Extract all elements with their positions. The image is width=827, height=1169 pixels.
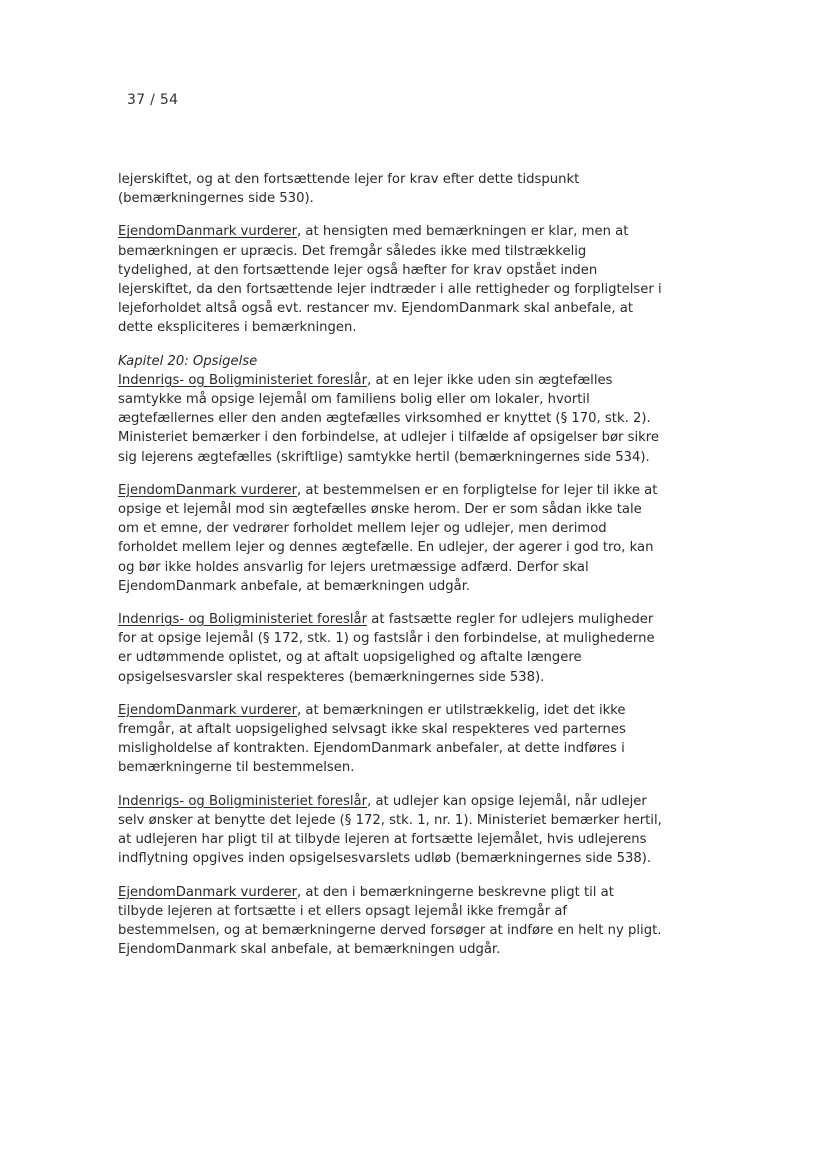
underlined-lead: Indenrigs- og Boligministeriet foreslår [118,372,368,388]
paragraph [118,792,663,869]
paragraph-text: , at udlejer kan opsige lejemål, når udlejer selv ønsker at benytte det lejede (§ 172, stk. 1, nr. 1). Ministeriet bemærker hertil, at udlejeren har pligt til at tilbyde lejeren at fortsætte lejemålet, hvis udlejerens indflytning opgives inden opsigelsesvarslets udløb (bemærkningernes side 538). [118,793,662,867]
paragraph [118,701,663,778]
paragraph-text: , at bestemmelsen er en forpligtelse for lejer til ikke at opsige et lejemål mod sin ægtefælles ønske herom. Der er som sådan ikke tale om et emne, der vedrører forholdet mellem lejer og udlejer, men derimod forholdet mellem lejer og dennes ægtefælle. En udlejer, der agerer i god tro, kan og bør ikke holdes ansvarlig for lejers uretmæssige adfærd. Derfor skal EjendomDanmark anbefale, at bemærkningen udgår. [118,482,658,594]
underlined-lead: Indenrigs- og Boligministeriet foreslår [118,612,368,628]
paragraph-text: , at bemærkningen er utilstrækkelig, idet det ikke fremgår, at aftalt uopsigelighed selvsagt ikke skal respekteres ved parternes misligholdelse af kontrakten. EjendomDanmark anbefaler, at dette indføres i bemærkningerne til bestemmelsen. [118,702,626,776]
paragraph-text: , at en lejer ikke uden sin ægtefælles samtykke må opsige lejemål om familiens bolig eller om lokaler, hvortil ægtefællernes eller den anden ægtefælles virksomhed er knyttet (§ 170, stk. 2). Ministeriet bemærker i den forbindelse, at udlejer i tilfælde af opsigelser bør sikre sig lejerens ægtefælles (skriftlige) samtykke hertil (bemærkningernes side 534). [118,372,660,465]
paragraph [118,170,663,208]
underlined-lead: Indenrigs- og Boligministeriet foreslår [118,793,368,809]
underlined-lead: EjendomDanmark vurderer [118,702,298,718]
paragraph-text: at fastsætte regler for udlejers muligheder for at opsige lejemål (§ 172, stk. 1) og fastslår i den forbindelse, at mulighederne er udtømmende oplistet, og at aftalt uopsigelighed og aftalte længere opsigelsesvarsler skal respekteres (bemærkningernes side 538). [118,612,655,685]
paragraph [118,610,663,687]
paragraph [118,481,663,596]
underlined-lead: EjendomDanmark vurderer [118,224,298,240]
paragraph [118,352,663,467]
underlined-lead: EjendomDanmark vurderer [118,482,298,498]
paragraph-text: , at den i bemærkningerne beskrevne pligt til at tilbyde lejeren at fortsætte i et ellers opsagt lejemål ikke fremgår af bestemmelsen, og at bemærkningerne derved forsøger at indføre en helt ny pligt. EjendomDanmark skal anbefale, at bemærkningen udgår. [118,884,662,958]
underlined-lead: EjendomDanmark vurderer [118,884,298,900]
paragraph-text: , at hensigten med bemærkningen er klar, men at bemærkningen er upræcis. Det fremgår således ikke med tilstrækkelig tydelighed, at den fortsættende lejer også hæfter for krav opstået inden lejerskiftet, da den fortsættende lejer indtræder i alle rettigheder og forpligtelser i lejeforholdet altså også evt. restancer mv. EjendomDanmark skal anbefale, at dette ekspliciteres i bemærkningen. [118,224,662,336]
chapter-heading: Kapitel 20: Opsigelse [118,353,258,369]
paragraph-text: lejerskiftet, og at den fortsættende lejer for krav efter dette tidspunkt (bemærkningernes side 530). [118,172,580,207]
paragraph [118,883,663,960]
paragraph [118,222,663,337]
page-number: 37 / 54 [127,92,179,108]
document-body [118,170,663,973]
